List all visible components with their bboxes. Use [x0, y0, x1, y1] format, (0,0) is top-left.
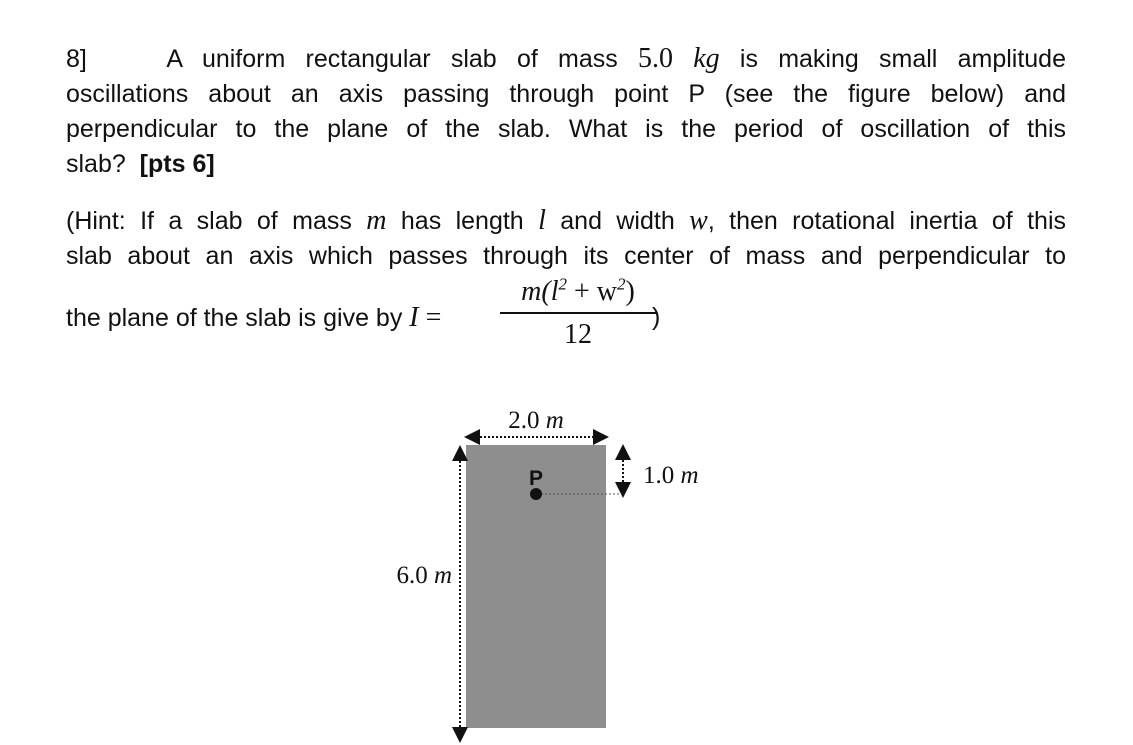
hint-text-1: (Hint: If a slab of mass — [66, 207, 352, 235]
numerator-exp-2: 2 — [617, 274, 626, 294]
hint-line-2: slab about an axis which passes through its center of mass and perpendicular to — [66, 242, 1066, 270]
height-label-unit: m — [433, 562, 452, 589]
height-label — [396, 562, 452, 589]
point-p-label: P — [528, 467, 544, 490]
hint-text-4: , then rotational inertia of this — [707, 207, 1067, 235]
width-label-value: 2.0 — [508, 407, 540, 434]
width-label-unit: m — [545, 407, 564, 434]
question-number: 8] — [66, 45, 87, 73]
numerator-part-b: + w — [566, 276, 617, 307]
offset-label — [643, 462, 699, 489]
var-w: w — [689, 205, 708, 236]
points-label: [pts 6] — [139, 150, 215, 178]
question-text-2: is making small amplitude — [739, 45, 1066, 73]
mass-unit: kg — [693, 43, 720, 74]
question-line-3: perpendicular to the plane of the slab. What is the period of oscillation of this — [66, 115, 1066, 143]
numerator-part-c: ) — [625, 276, 635, 307]
hint-text-5: the plane of the slab is give by — [66, 304, 403, 332]
fraction-denominator: 12 — [564, 319, 592, 350]
equals-sign: = — [425, 302, 442, 333]
hint-close-paren: ) — [652, 303, 661, 331]
offset-label-value: 1.0 — [643, 462, 675, 489]
numerator-part-a: m(l — [521, 276, 559, 307]
question-line-2: oscillations about an axis passing through point P (see the figure below) and — [66, 80, 1066, 108]
offset-label-unit: m — [680, 462, 699, 489]
width-label — [508, 407, 564, 434]
hint-text-2: has length — [400, 207, 524, 235]
var-m: m — [366, 205, 387, 236]
question-text-1: A uniform rectangular slab of mass — [166, 45, 618, 73]
var-l: l — [538, 205, 546, 236]
height-label-value: 6.0 — [396, 562, 428, 589]
numerator-exp-1: 2 — [558, 274, 567, 294]
mass-value: 5.0 — [638, 43, 673, 74]
hint-text-3: and width — [560, 207, 675, 235]
var-I: I — [409, 302, 419, 333]
question-text-4: slab? — [66, 150, 126, 178]
